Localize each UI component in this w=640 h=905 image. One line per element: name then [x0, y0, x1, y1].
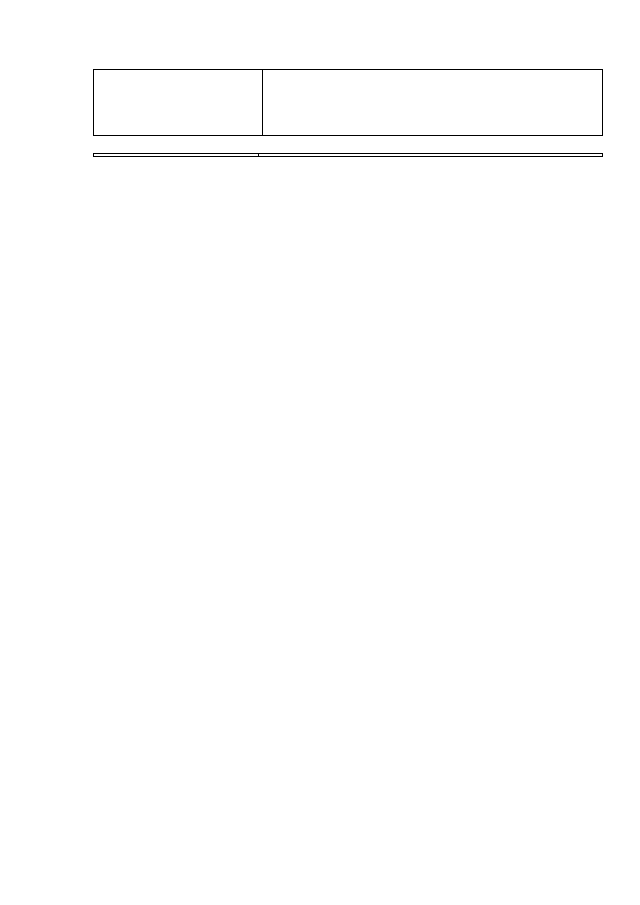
top-table-left-cell — [94, 70, 263, 136]
top-table-right-cell — [263, 70, 603, 136]
finance-label-cell — [94, 154, 259, 157]
table-row — [94, 70, 603, 136]
top-table-fragment — [93, 69, 603, 136]
finance-table — [93, 153, 603, 157]
table-row — [94, 154, 603, 157]
finance-value-cell — [259, 154, 603, 157]
